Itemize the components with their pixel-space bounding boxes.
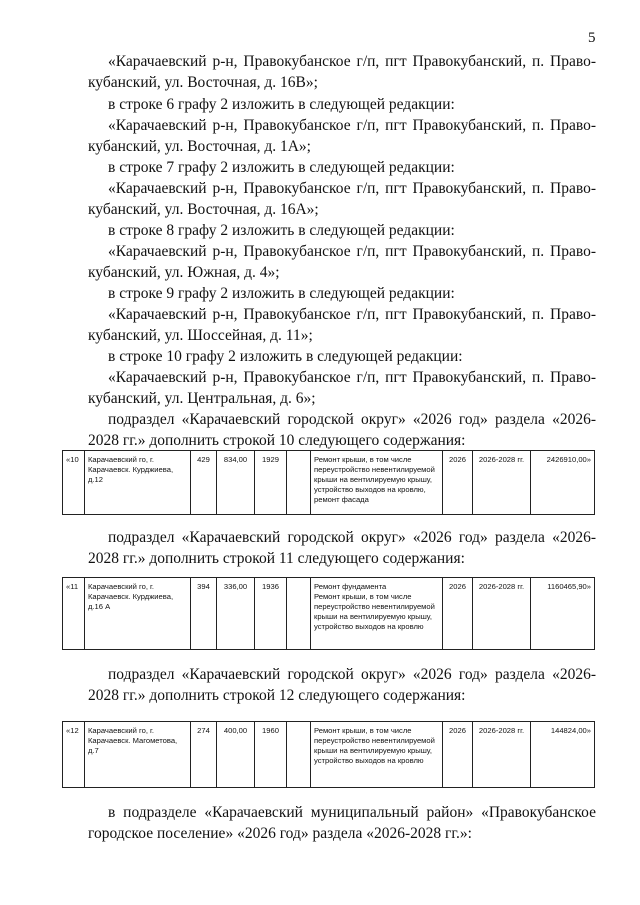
cell-period: 2026-2028 гг. — [473, 578, 531, 650]
cell-year: 1936 — [255, 578, 287, 650]
cell-address: Карачаевский го, г. Карачаевск. Курджиева, д.12 — [85, 451, 191, 515]
cell-year: 1960 — [255, 722, 287, 788]
text-line: «Карачаевский р-н, Правокубанское г/п, пгт Правокубанский, п. Право- — [108, 117, 596, 134]
text-line: «Карачаевский р-н, Правокубанское г/п, пгт Правокубанский, п. Право- — [108, 243, 596, 260]
cell-cost: 400,00 — [217, 722, 255, 788]
table-row-11 — [62, 577, 595, 650]
text-line: кубанский, ул. Шоссейная, д. 11»; — [88, 327, 313, 344]
cell-period: 2026-2028 гг. — [473, 451, 531, 515]
cell-number: «11 — [63, 578, 85, 650]
works-line: Ремонт фундамента — [314, 582, 387, 591]
cell-number: «12 — [63, 722, 85, 788]
text-line: в строке 7 графу 2 изложить в следующей редакции: — [108, 159, 455, 176]
text-line: кубанский, ул. Восточная, д. 16А»; — [88, 201, 319, 218]
text-line: кубанский, ул. Восточная, д. 1А»; — [88, 138, 311, 155]
cell-sum: 1160465,90» — [531, 578, 595, 650]
text-line: в строке 8 графу 2 изложить в следующей редакции: — [108, 222, 455, 239]
text-line: 2028 гг.» дополнить строкой 12 следующего содержания: — [88, 687, 466, 704]
cell-area: 394 — [191, 578, 217, 650]
cell-address: Карачаевский го, г. Карачаевск. Курджиева, д.16 А — [85, 578, 191, 650]
table-row-10 — [62, 450, 595, 515]
text-line: «Карачаевский р-н, Правокубанское г/п, пгт Правокубанский, п. Право- — [108, 180, 596, 197]
text-line: в подразделе «Карачаевский муниципальный район» «Правокубанское — [108, 804, 596, 821]
cell-sum: 2426910,00» — [531, 451, 595, 515]
text-line: в строке 10 графу 2 изложить в следующей редакции: — [108, 348, 463, 365]
cell-empty — [287, 722, 311, 788]
cell-year: 1929 — [255, 451, 287, 515]
cell-period: 2026-2028 гг. — [473, 722, 531, 788]
cell-works: Ремонт крыши, в том числе переустройство невентилируемой крыши на вентилируемую крышу, устройство выходов на кровлю — [311, 722, 443, 788]
cell-plan-year: 2026 — [443, 578, 473, 650]
cell-area: 274 — [191, 722, 217, 788]
text-line: кубанский, ул. Центральная, д. 6»; — [88, 390, 316, 407]
text-line: городское поселение» «2026 год» раздела «2026-2028 гг.»: — [88, 825, 472, 842]
cell-plan-year: 2026 — [443, 451, 473, 515]
text-line: подраздел «Карачаевский городской округ» «2026 год» раздела «2026- — [108, 529, 596, 546]
page-number: 5 — [588, 30, 596, 46]
cell-sum: 144824,00» — [531, 722, 595, 788]
works-line: Ремонт крыши, в том числе переустройство невентилируемой крыши на вентилируемую крышу, устройство выходов на кровлю — [314, 592, 435, 631]
text-line: в строке 6 графу 2 изложить в следующей редакции: — [108, 96, 455, 113]
text-line: «Карачаевский р-н, Правокубанское г/п, пгт Правокубанский, п. Право- — [108, 53, 596, 70]
text-line: подраздел «Карачаевский городской округ» «2026 год» раздела «2026- — [108, 666, 596, 683]
text-line: 2028 гг.» дополнить строкой 11 следующего содержания: — [88, 550, 465, 567]
cell-cost: 834,00 — [217, 451, 255, 515]
table-row-12 — [62, 721, 595, 788]
text-line: подраздел «Карачаевский городской округ» «2026 год» раздела «2026- — [108, 411, 596, 428]
cell-number: «10 — [63, 451, 85, 515]
cell-empty — [287, 578, 311, 650]
cell-plan-year: 2026 — [443, 722, 473, 788]
text-line: в строке 9 графу 2 изложить в следующей редакции: — [108, 285, 455, 302]
text-line: «Карачаевский р-н, Правокубанское г/п, пгт Правокубанский, п. Право- — [108, 369, 596, 386]
text-line: кубанский, ул. Южная, д. 4»; — [88, 264, 280, 281]
cell-works: Ремонт крыши, в том числе переустройство невентилируемой крыши на вентилируемую крышу, устройство выходов на кровлю, ремонт фасада — [311, 451, 443, 515]
cell-empty — [287, 451, 311, 515]
cell-address: Карачаевский го, г. Карачаевск. Магометова, д.7 — [85, 722, 191, 788]
cell-cost: 336,00 — [217, 578, 255, 650]
cell-area: 429 — [191, 451, 217, 515]
text-line: 2028 гг.» дополнить строкой 10 следующего содержания: — [88, 432, 466, 449]
text-line: кубанский, ул. Восточная, д. 16В»; — [88, 74, 318, 91]
cell-works — [311, 578, 443, 650]
text-line: «Карачаевский р-н, Правокубанское г/п, пгт Правокубанский, п. Право- — [108, 306, 596, 323]
